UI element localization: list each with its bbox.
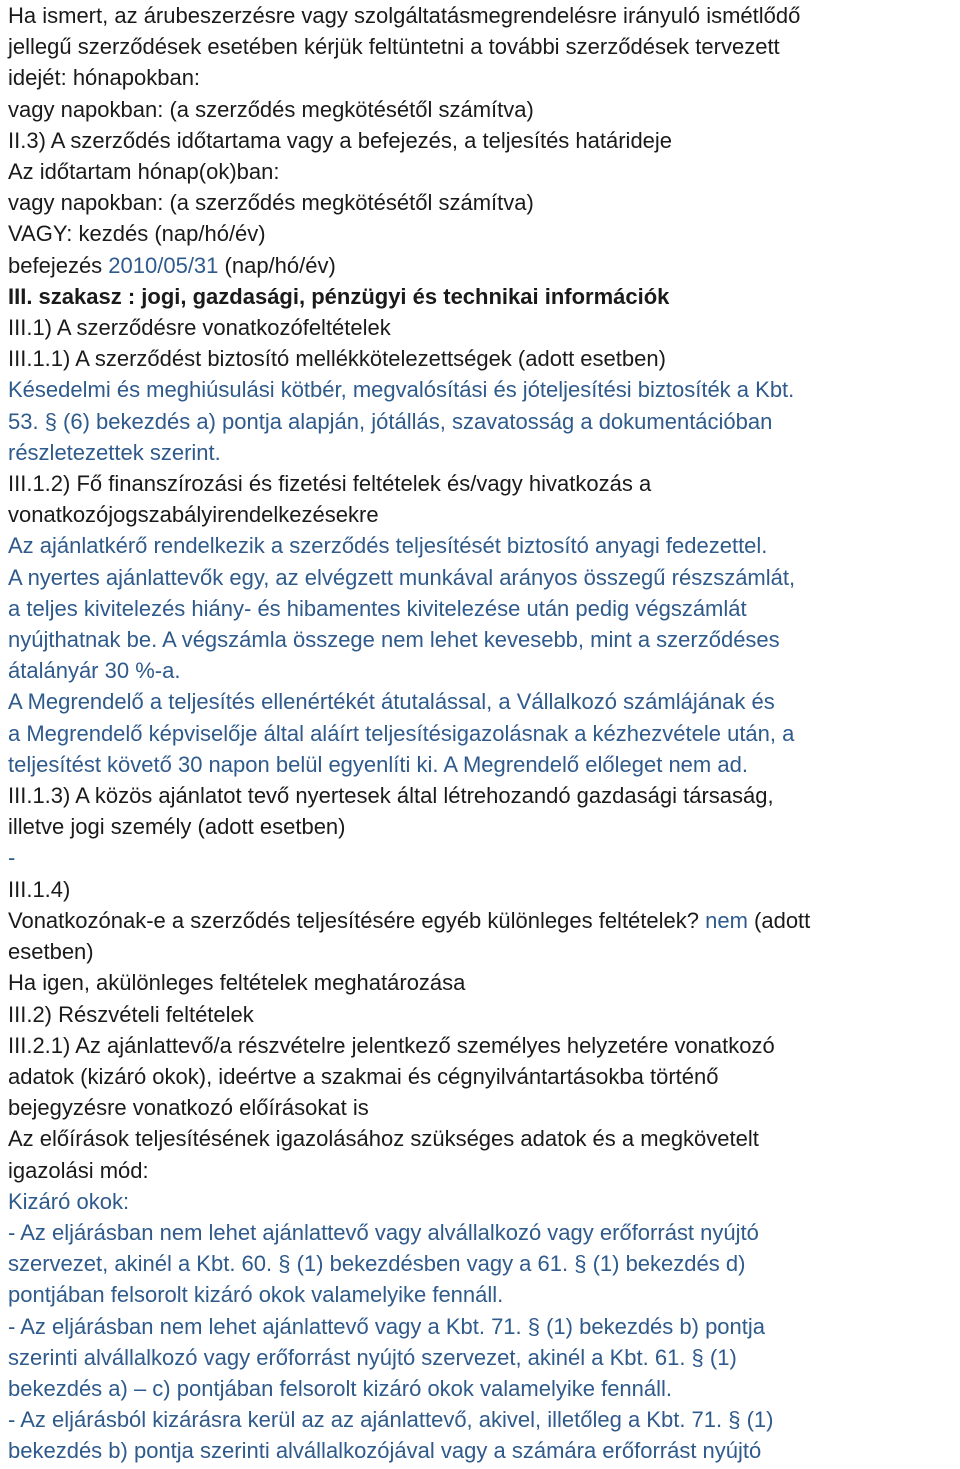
filled-value: 2010/05/31 — [108, 252, 219, 278]
document-line: a Megrendelő képviselője által aláírt teljesítésigazolásnak a kézhezvétele után, a — [8, 720, 795, 746]
document-line: III.2) Részvételi feltételek — [8, 1001, 254, 1027]
document-line: Az előírások teljesítésének igazolásához szükséges adatok és a megkövetelt — [8, 1126, 759, 1152]
document-line: esetben) — [8, 939, 94, 965]
document-line — [8, 905, 958, 936]
line-segment: befejezés — [8, 252, 109, 278]
document-line: III.1.3) A közös ajánlatot tevő nyertesek által létrehozandó gazdasági társaság, — [8, 783, 774, 809]
section-heading: III. szakasz : jogi, gazdasági, pénzügyi és technikai információk — [8, 283, 670, 309]
document-line: átalányár 30 %-a. — [8, 658, 181, 684]
document-line: szervezet, akinél a Kbt. 60. § (1) bekezdésben vagy a 61. § (1) bekezdés d) — [8, 1251, 746, 1277]
document-line: részletezettek szerint. — [8, 439, 221, 465]
line-segment: (adott — [747, 907, 811, 933]
document-line: VAGY: kezdés (nap/hó/év) — [8, 221, 266, 247]
document-line: idejét: hónapokban: — [8, 65, 201, 91]
document-line: vagy napokban: (a szerződés megkötésétől számítva) — [8, 96, 534, 122]
document-line: - Az eljárásból kizárásra kerül az az ajánlattevő, akivel, illetőleg a Kbt. 71. § (1) — [8, 1407, 774, 1433]
document-line: jellegű szerződések esetében kérjük feltüntetni a további szerződések tervezett — [8, 34, 780, 60]
document-line: bekezdés b) pontja szerinti alvállalkozójával vagy a számára erőforrást nyújtó — [8, 1438, 762, 1464]
document-line: - Az eljárásban nem lehet ajánlattevő vagy a Kbt. 71. § (1) bekezdés b) pontja — [8, 1313, 766, 1339]
document-line: - Az eljárásban nem lehet ajánlattevő vagy alvállalkozó vagy erőforrást nyújtó — [8, 1219, 759, 1245]
document-line: szerinti alvállalkozó vagy erőforrást nyújtó szervezet, akinél a Kbt. 61. § (1) — [8, 1344, 737, 1370]
filled-value: nem — [705, 907, 748, 933]
document-line: a teljes kivitelezés hiány- és hibamentes kivitelezése után pedig végszámlát — [8, 595, 747, 621]
line-segment: Vonatkozónak-e a szerződés teljesítésére egyéb különleges feltételek? — [8, 907, 706, 933]
document-line: Ha igen, akülönleges feltételek meghatározása — [8, 970, 466, 996]
document-line: nyújthatnak be. A végszámla összege nem lehet kevesebb, mint a szerződéses — [8, 627, 780, 653]
document-line: pontjában felsorolt kizáró okok valamelyike fennáll. — [8, 1282, 504, 1308]
document-line: adatok (kizáró okok), ideértve a szakmai és cégnyilvántartásokba történő — [8, 1063, 719, 1089]
document-line: Ha ismert, az árubeszerzésre vagy szolgáltatásmegrendelésre irányuló ismétlődő — [8, 3, 801, 28]
document-line: Késedelmi és meghiúsulási kötbér, megvalósítási és jóteljesítési biztosíték a Kbt. — [8, 377, 795, 403]
document-line: III.1.4) — [8, 876, 71, 902]
document-line: vonatkozójogszabályirendelkezésekre — [8, 502, 379, 528]
document-line: teljesítést követő 30 napon belül egyenlíti ki. A Megrendelő előleget nem ad. — [8, 751, 748, 777]
document-line: Az időtartam hónap(ok)ban: — [8, 159, 280, 185]
document-line: Az ajánlatkérő rendelkezik a szerződés teljesítését biztosító anyagi fedezettel. — [8, 533, 768, 559]
document-line: II.3) A szerződés időtartama vagy a befejezés, a teljesítés határideje — [8, 127, 673, 153]
line-segment: (nap/hó/év) — [218, 252, 336, 278]
document-line: - — [8, 845, 16, 871]
document-line: A nyertes ajánlattevők egy, az elvégzett munkával arányos összegű részszámlát, — [8, 564, 796, 590]
document-line: A Megrendelő a teljesítés ellenértékét átutalással, a Vállalkozó számlájának és — [8, 689, 775, 715]
document-line — [8, 250, 958, 281]
document-line: III.1.1) A szerződést biztosító mellékkötelezettségek (adott esetben) — [8, 346, 666, 372]
document-line: 53. § (6) bekezdés a) pontja alapján, jótállás, szavatosság a dokumentációban — [8, 408, 773, 434]
document-line: III.2.1) Az ajánlattevő/a részvételre jelentkező személyes helyzetére vonatkozó — [8, 1032, 775, 1058]
document-body — [8, 0, 958, 1467]
document-line: bejegyzésre vonatkozó előírásokat is — [8, 1095, 369, 1121]
document-line: igazolási mód: — [8, 1157, 149, 1183]
document-line: vagy napokban: (a szerződés megkötésétől számítva) — [8, 190, 534, 216]
document-line: III.1.2) Fő finanszírozási és fizetési feltételek és/vagy hivatkozás a — [8, 471, 652, 497]
document-line: Kizáró okok: — [8, 1188, 130, 1214]
document-line: illetve jogi személy (adott esetben) — [8, 814, 346, 840]
document-line: III.1) A szerződésre vonatkozófeltételek — [8, 315, 391, 341]
document-line: bekezdés a) – c) pontjában felsorolt kizáró okok valamelyike fennáll. — [8, 1375, 673, 1401]
